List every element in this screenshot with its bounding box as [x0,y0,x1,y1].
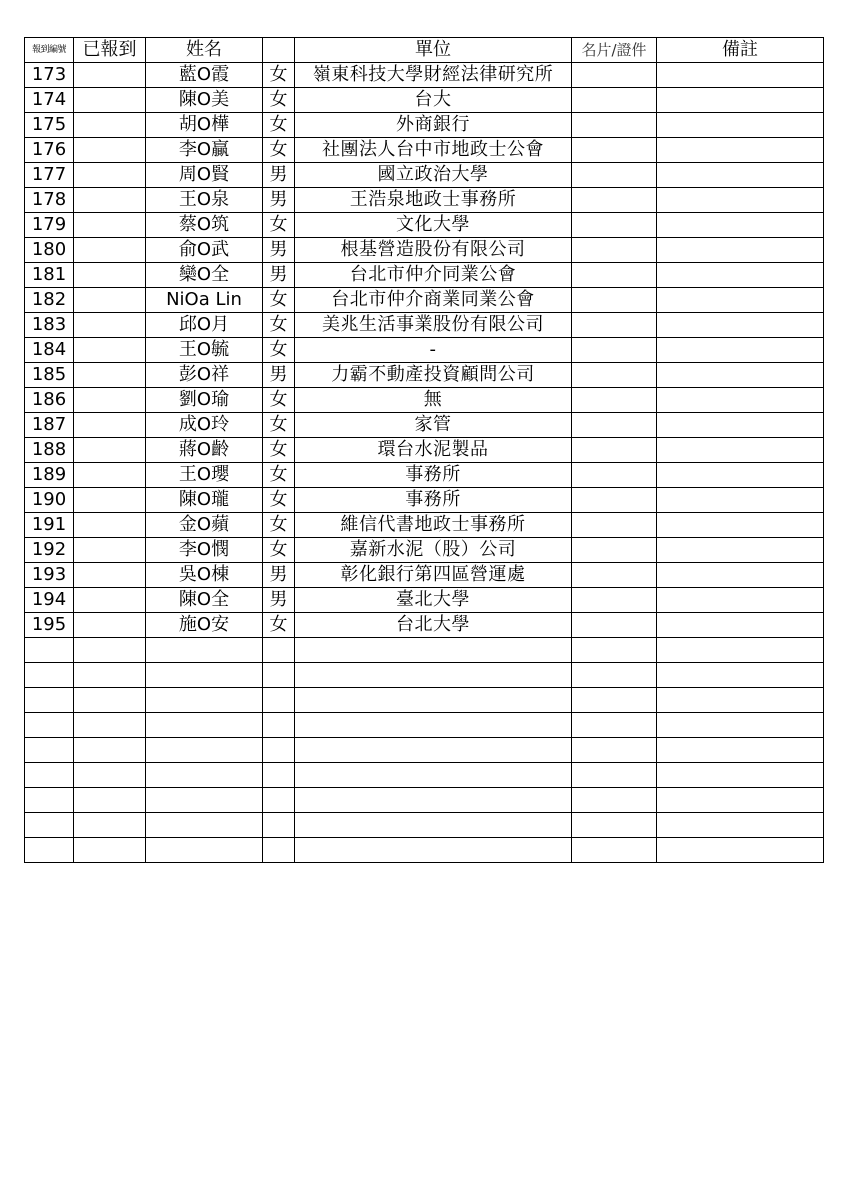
table-row [25,488,824,513]
cell-checked-in [74,113,146,138]
empty-cell [74,738,146,763]
table-row [25,588,824,613]
cell-remark [657,238,824,263]
empty-cell [572,763,657,788]
cell-gender: 女 [263,113,295,138]
empty-cell [572,738,657,763]
cell-gender: 男 [263,163,295,188]
cell-card [572,113,657,138]
cell-unit: 根基營造股份有限公司 [295,238,572,263]
cell-checked-in [74,313,146,338]
cell-gender: 女 [263,613,295,638]
attendance-table [24,37,824,863]
cell-gender: 男 [263,588,295,613]
cell-remark [657,313,824,338]
cell-name: 周O賢 [146,163,263,188]
cell-checked-in [74,138,146,163]
cell-no: 186 [25,388,74,413]
empty-cell [572,663,657,688]
table-row [25,313,824,338]
header-remark: 備註 [657,38,824,63]
cell-unit: 彰化銀行第四區營運處 [295,563,572,588]
cell-card [572,588,657,613]
cell-unit: 嘉新水泥（股）公司 [295,538,572,563]
empty-cell [657,788,824,813]
cell-no: 184 [25,338,74,363]
cell-card [572,63,657,88]
empty-row [25,638,824,663]
empty-cell [657,713,824,738]
cell-card [572,488,657,513]
cell-remark [657,563,824,588]
cell-gender: 女 [263,513,295,538]
cell-unit: 台北大學 [295,613,572,638]
cell-checked-in [74,463,146,488]
cell-no: 188 [25,438,74,463]
cell-unit: 事務所 [295,463,572,488]
empty-cell [295,763,572,788]
empty-cell [295,813,572,838]
table-row [25,88,824,113]
cell-unit: 外商銀行 [295,113,572,138]
cell-remark [657,538,824,563]
cell-remark [657,513,824,538]
cell-remark [657,288,824,313]
empty-cell [25,838,74,863]
empty-cell [146,638,263,663]
cell-unit: 臺北大學 [295,588,572,613]
cell-checked-in [74,88,146,113]
cell-checked-in [74,563,146,588]
cell-checked-in [74,63,146,88]
cell-no: 183 [25,313,74,338]
empty-cell [74,813,146,838]
cell-remark [657,413,824,438]
cell-card [572,438,657,463]
cell-no: 176 [25,138,74,163]
empty-row [25,738,824,763]
cell-remark [657,338,824,363]
empty-row [25,713,824,738]
cell-remark [657,488,824,513]
empty-cell [146,713,263,738]
cell-name: 胡O樺 [146,113,263,138]
empty-row [25,688,824,713]
empty-cell [146,763,263,788]
cell-name: 吳O棟 [146,563,263,588]
cell-unit: 台大 [295,88,572,113]
cell-remark [657,263,824,288]
empty-cell [657,813,824,838]
cell-name: 邱O月 [146,313,263,338]
cell-gender: 女 [263,313,295,338]
cell-gender: 女 [263,338,295,363]
header-row [25,38,824,63]
empty-row [25,813,824,838]
empty-cell [74,638,146,663]
cell-remark [657,388,824,413]
cell-no: 190 [25,488,74,513]
empty-row [25,838,824,863]
cell-gender: 女 [263,488,295,513]
cell-remark [657,363,824,388]
cell-gender: 女 [263,388,295,413]
empty-cell [572,813,657,838]
empty-cell [657,638,824,663]
cell-remark [657,88,824,113]
cell-checked-in [74,588,146,613]
cell-no: 185 [25,363,74,388]
cell-unit: 美兆生活事業股份有限公司 [295,313,572,338]
cell-unit: 無 [295,388,572,413]
cell-checked-in [74,163,146,188]
header-card: 名片/證件 [572,38,657,63]
table-row [25,338,824,363]
cell-remark [657,188,824,213]
cell-card [572,563,657,588]
empty-cell [657,738,824,763]
cell-checked-in [74,388,146,413]
cell-gender: 女 [263,538,295,563]
cell-gender: 男 [263,188,295,213]
cell-card [572,213,657,238]
cell-card [572,388,657,413]
cell-card [572,313,657,338]
cell-gender: 女 [263,413,295,438]
empty-cell [295,788,572,813]
cell-unit: 力霸不動產投資顧問公司 [295,363,572,388]
cell-checked-in [74,513,146,538]
table-row [25,438,824,463]
empty-cell [263,838,295,863]
cell-no: 192 [25,538,74,563]
cell-gender: 女 [263,88,295,113]
cell-remark [657,463,824,488]
empty-cell [25,663,74,688]
empty-cell [295,688,572,713]
cell-no: 193 [25,563,74,588]
cell-gender: 女 [263,63,295,88]
empty-cell [572,638,657,663]
table-row [25,413,824,438]
cell-name: 李O贏 [146,138,263,163]
cell-card [572,238,657,263]
empty-cell [263,688,295,713]
cell-unit: 事務所 [295,488,572,513]
cell-unit: - [295,338,572,363]
cell-unit: 台北市仲介商業同業公會 [295,288,572,313]
cell-card [572,413,657,438]
empty-cell [146,813,263,838]
empty-cell [657,763,824,788]
cell-gender: 女 [263,288,295,313]
empty-cell [146,838,263,863]
cell-unit: 國立政治大學 [295,163,572,188]
cell-card [572,538,657,563]
empty-cell [263,713,295,738]
cell-card [572,338,657,363]
empty-cell [572,838,657,863]
cell-unit: 嶺東科技大學財經法律研究所 [295,63,572,88]
cell-card [572,613,657,638]
cell-name: 陳O美 [146,88,263,113]
empty-cell [295,838,572,863]
table-row [25,138,824,163]
cell-gender: 男 [263,263,295,288]
empty-row [25,763,824,788]
cell-gender: 男 [263,363,295,388]
cell-name: 王O毓 [146,338,263,363]
cell-no: 179 [25,213,74,238]
empty-cell [657,663,824,688]
header-unit: 單位 [295,38,572,63]
cell-name: 陳O全 [146,588,263,613]
table-row [25,563,824,588]
table-row [25,163,824,188]
cell-name: 藍O霞 [146,63,263,88]
empty-cell [25,738,74,763]
cell-name: 蔡O筑 [146,213,263,238]
cell-no: 187 [25,413,74,438]
table-row [25,188,824,213]
cell-name: 劉O瑜 [146,388,263,413]
empty-cell [295,663,572,688]
empty-cell [263,788,295,813]
empty-cell [25,788,74,813]
empty-cell [25,688,74,713]
empty-cell [146,663,263,688]
cell-gender: 女 [263,138,295,163]
cell-unit: 家管 [295,413,572,438]
cell-checked-in [74,288,146,313]
empty-cell [146,738,263,763]
empty-row [25,788,824,813]
empty-row [25,663,824,688]
cell-no: 182 [25,288,74,313]
cell-no: 178 [25,188,74,213]
cell-unit: 王浩泉地政士事務所 [295,188,572,213]
cell-checked-in [74,363,146,388]
empty-cell [25,638,74,663]
cell-card [572,138,657,163]
table-row [25,288,824,313]
cell-remark [657,138,824,163]
cell-name: 蔣O齡 [146,438,263,463]
cell-remark [657,213,824,238]
cell-name: 陳O瓏 [146,488,263,513]
cell-checked-in [74,413,146,438]
empty-cell [146,788,263,813]
empty-cell [572,688,657,713]
empty-cell [263,663,295,688]
empty-cell [572,713,657,738]
cell-checked-in [74,188,146,213]
cell-gender: 女 [263,438,295,463]
empty-cell [74,663,146,688]
table-row [25,363,824,388]
table-row [25,513,824,538]
empty-cell [295,713,572,738]
empty-cell [74,713,146,738]
empty-cell [657,838,824,863]
empty-cell [263,813,295,838]
cell-checked-in [74,488,146,513]
empty-cell [25,713,74,738]
table-row [25,63,824,88]
cell-gender: 男 [263,238,295,263]
empty-cell [74,688,146,713]
cell-name: NiOa Lin [146,288,263,313]
cell-unit: 社團法人台中市地政士公會 [295,138,572,163]
table-row [25,263,824,288]
cell-checked-in [74,538,146,563]
empty-cell [263,763,295,788]
cell-remark [657,588,824,613]
cell-checked-in [74,238,146,263]
table-row [25,463,824,488]
empty-cell [74,838,146,863]
cell-card [572,263,657,288]
cell-remark [657,63,824,88]
cell-no: 189 [25,463,74,488]
empty-cell [572,788,657,813]
cell-gender: 女 [263,213,295,238]
cell-no: 195 [25,613,74,638]
cell-name: 金O蘋 [146,513,263,538]
cell-card [572,363,657,388]
table-row [25,613,824,638]
cell-gender: 女 [263,463,295,488]
empty-cell [295,638,572,663]
cell-card [572,88,657,113]
cell-checked-in [74,213,146,238]
cell-name: 王O泉 [146,188,263,213]
table-row [25,388,824,413]
cell-name: 俞O武 [146,238,263,263]
empty-cell [146,688,263,713]
cell-no: 180 [25,238,74,263]
cell-remark [657,163,824,188]
empty-cell [74,788,146,813]
cell-remark [657,113,824,138]
empty-cell [74,763,146,788]
cell-remark [657,613,824,638]
cell-card [572,463,657,488]
table-body [25,63,824,863]
empty-cell [25,813,74,838]
header-checked-in: 已報到 [74,38,146,63]
table-row [25,113,824,138]
cell-checked-in [74,613,146,638]
cell-card [572,188,657,213]
empty-cell [263,738,295,763]
cell-remark [657,438,824,463]
cell-name: 欒O全 [146,263,263,288]
empty-cell [25,763,74,788]
cell-name: 李O憫 [146,538,263,563]
cell-unit: 維信代書地政士事務所 [295,513,572,538]
cell-unit: 環台水泥製品 [295,438,572,463]
cell-no: 191 [25,513,74,538]
header-name: 姓名 [146,38,263,63]
empty-cell [263,638,295,663]
cell-unit: 文化大學 [295,213,572,238]
table-row [25,238,824,263]
cell-card [572,513,657,538]
cell-checked-in [74,263,146,288]
cell-card [572,288,657,313]
header-gender [263,38,295,63]
cell-no: 194 [25,588,74,613]
cell-no: 177 [25,163,74,188]
cell-name: 施O安 [146,613,263,638]
header-no: 報到編號 [25,38,74,63]
empty-cell [295,738,572,763]
cell-name: 彭O祥 [146,363,263,388]
cell-checked-in [74,438,146,463]
table-row [25,538,824,563]
cell-gender: 男 [263,563,295,588]
cell-no: 181 [25,263,74,288]
cell-name: 成O玲 [146,413,263,438]
cell-no: 173 [25,63,74,88]
empty-cell [657,688,824,713]
table-row [25,213,824,238]
cell-no: 175 [25,113,74,138]
cell-checked-in [74,338,146,363]
cell-no: 174 [25,88,74,113]
cell-unit: 台北市仲介同業公會 [295,263,572,288]
cell-name: 王O瓔 [146,463,263,488]
cell-card [572,163,657,188]
